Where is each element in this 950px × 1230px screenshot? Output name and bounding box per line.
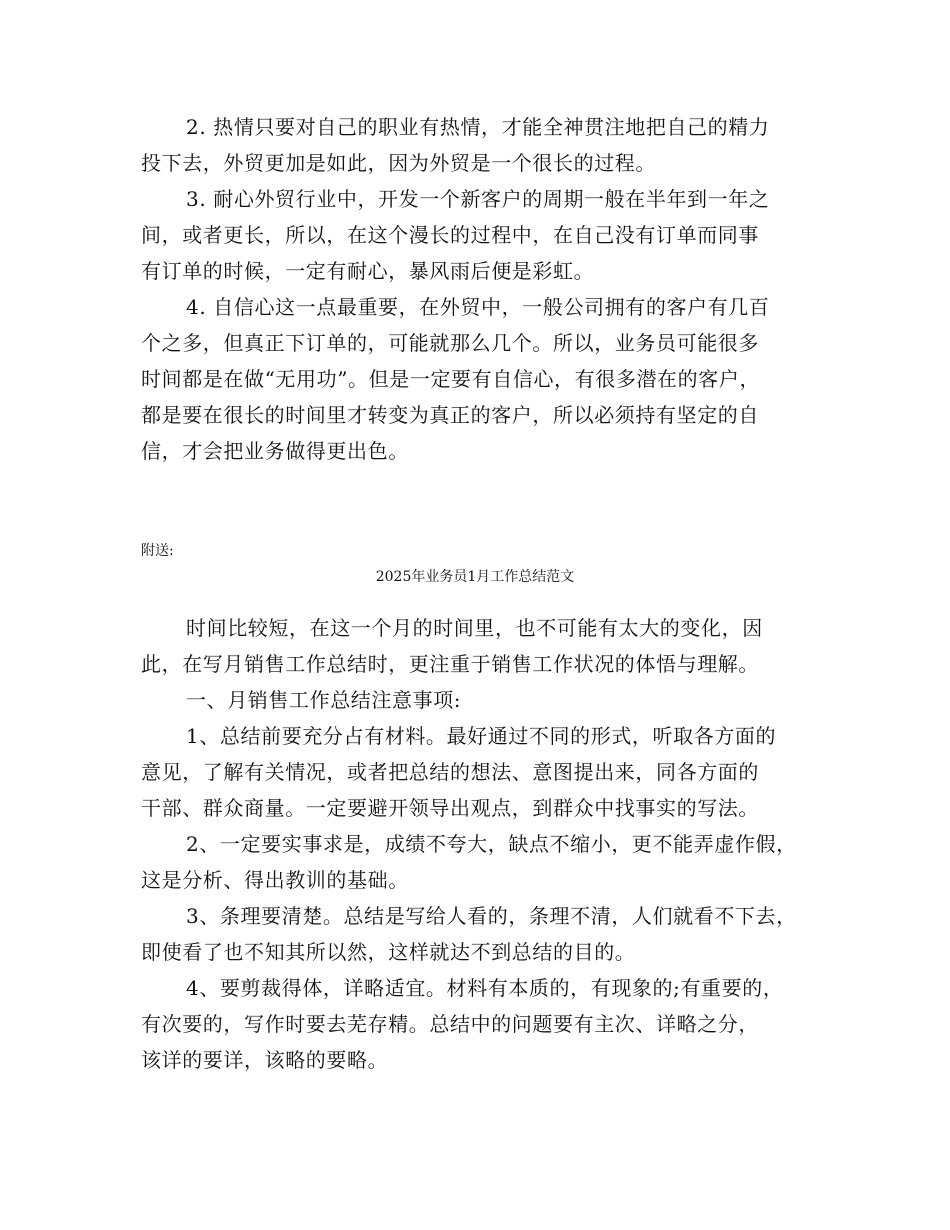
paragraph-line: 有次要的，写作时要去芜存精。总结中的问题要有主次、详略之分， bbox=[141, 1012, 759, 1036]
paragraph-line: 投下去，外贸更加是如此，因为外贸是一个很长的过程。 bbox=[141, 151, 656, 175]
paragraph-line: 个之多，但真正下订单的，可能就那么几个。所以，业务员可能很多 bbox=[141, 331, 759, 355]
paragraph-line: 有订单的时候，一定有耐心，暴风雨后便是彩虹。 bbox=[141, 259, 595, 283]
paragraph-line: 信，才会把业务做得更出色。 bbox=[141, 439, 409, 463]
paragraph-line: 4. 自信心这一点最重要，在外贸中，一般公司拥有的客户有几百 bbox=[186, 295, 770, 319]
paragraph-line: 3. 耐心外贸行业中，开发一个新客户的周期一般在半年到一年之 bbox=[186, 187, 770, 211]
paragraph-line: 1、总结前要充分占有材料。最好通过不同的形式，听取各方面的 bbox=[186, 724, 777, 748]
paragraph-line: 3、条理要清楚。总结是写给人看的，条理不清，人们就看不下去， bbox=[186, 904, 797, 928]
paragraph-line: 此，在写月销售工作总结时，更注重于销售工作状况的体悟与理解。 bbox=[141, 652, 759, 676]
paragraph-line: 时间比较短，在这一个月的时间里，也不可能有太大的变化，因 bbox=[186, 616, 763, 640]
paragraph-line: 2、一定要实事求是，成绩不夸大，缺点不缩小，更不能弄虚作假， bbox=[186, 832, 797, 856]
paragraph-line: 4、要剪裁得体，详略适宜。材料有本质的，有现象的;有重要的， bbox=[186, 976, 784, 1000]
paragraph-line: 时间都是在做“无用功”。但是一定要有自信心，有很多潜在的客户， bbox=[141, 367, 761, 391]
paragraph-line: 间，或者更长，所以，在这个漫长的过程中，在自己没有订单而同事 bbox=[141, 223, 759, 247]
paragraph-line: 都是要在很长的时间里才转变为真正的客户，所以必须持有坚定的自 bbox=[141, 403, 759, 427]
paragraph-line: 该详的要详，该略的要略。 bbox=[141, 1048, 389, 1072]
paragraph-line: 干部、群众商量。一定要避开领导出观点，到群众中找事实的写法。 bbox=[141, 796, 759, 820]
paragraph-line: 即使看了也不知其所以然，这样就达不到总结的目的。 bbox=[141, 940, 636, 964]
section-heading: 一、月销售工作总结注意事项: bbox=[186, 688, 462, 712]
paragraph-line: 意见，了解有关情况，或者把总结的想法、意图提出来，同各方面的 bbox=[141, 760, 759, 784]
appendix-label: 附送: bbox=[141, 543, 174, 559]
paragraph-line: 2. 热情只要对自己的职业有热情，才能全神贯注地把自己的精力 bbox=[186, 115, 770, 139]
document-title: 2025年业务员1月工作总结范文 bbox=[375, 569, 575, 585]
paragraph-line: 这是分析、得出教训的基础。 bbox=[141, 868, 409, 892]
